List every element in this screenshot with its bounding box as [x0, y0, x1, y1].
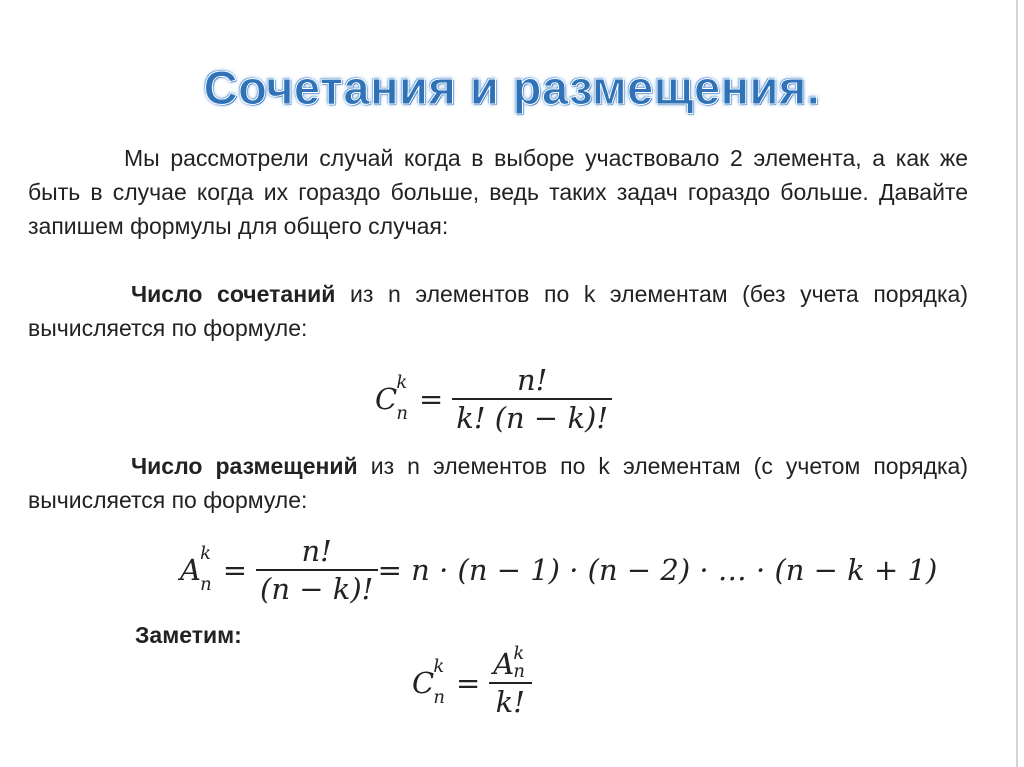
placements-fraction [256, 533, 378, 608]
combinations-sup: k [396, 372, 408, 394]
combinations-denominator: k! (n − k)! [456, 401, 608, 436]
relation-sup: k [433, 656, 445, 678]
placements-paragraph [28, 449, 968, 517]
relation-formula [412, 643, 532, 721]
equals-sign: = [222, 553, 247, 588]
combinations-fraction [452, 362, 612, 437]
placements-numerator: n! [301, 534, 332, 568]
equals-sign: = [418, 382, 444, 417]
slide-title: Сочетания и размещения. [203, 61, 821, 114]
placements-expansion: = n · (n − 1) · (n − 2) · … · (n − k + 1) [377, 553, 938, 588]
placements-sub: n [200, 574, 212, 596]
combinations-numerator: n! [516, 363, 548, 397]
equals-sign: = [455, 666, 481, 701]
placements-denominator: (n − k)! [260, 572, 374, 607]
placements-sup: k [200, 543, 211, 565]
placements-term: Число размещений [131, 453, 358, 479]
relation-numerator [489, 643, 532, 683]
relation-denominator: k! [495, 685, 525, 720]
note-label: Заметим: [135, 622, 242, 648]
intro-paragraph [28, 141, 968, 243]
relation-sub: n [433, 687, 445, 709]
relation-fraction [489, 643, 532, 721]
combinations-term: Число сочетаний [131, 281, 336, 307]
combinations-text: из n элементов по k элементам (без учета порядка) вычисляется по формуле: [28, 281, 968, 341]
combinations-paragraph [28, 277, 968, 345]
combinations-formula [375, 362, 612, 437]
intro-text: Мы рассмотрели случай когда в выборе участвовало 2 элемента, а как же быть в случае когда их гораздо больше, ведь таких задач гораздо больше. Давайте запишем формулы для общего случая: [28, 145, 968, 239]
combinations-symbol: C k n [375, 372, 408, 425]
combinations-sub: n [396, 403, 408, 425]
placements-formula [180, 533, 937, 608]
placements-text: из n элементов по k элементам (с учетом порядка) вычисляется по формуле: [28, 453, 969, 513]
slide-edge-line [1016, 0, 1018, 767]
relation-symbol: C k n [412, 656, 445, 709]
relation-numerator-symbol: A k n [493, 643, 525, 683]
placements-symbol: A k n [180, 543, 212, 596]
